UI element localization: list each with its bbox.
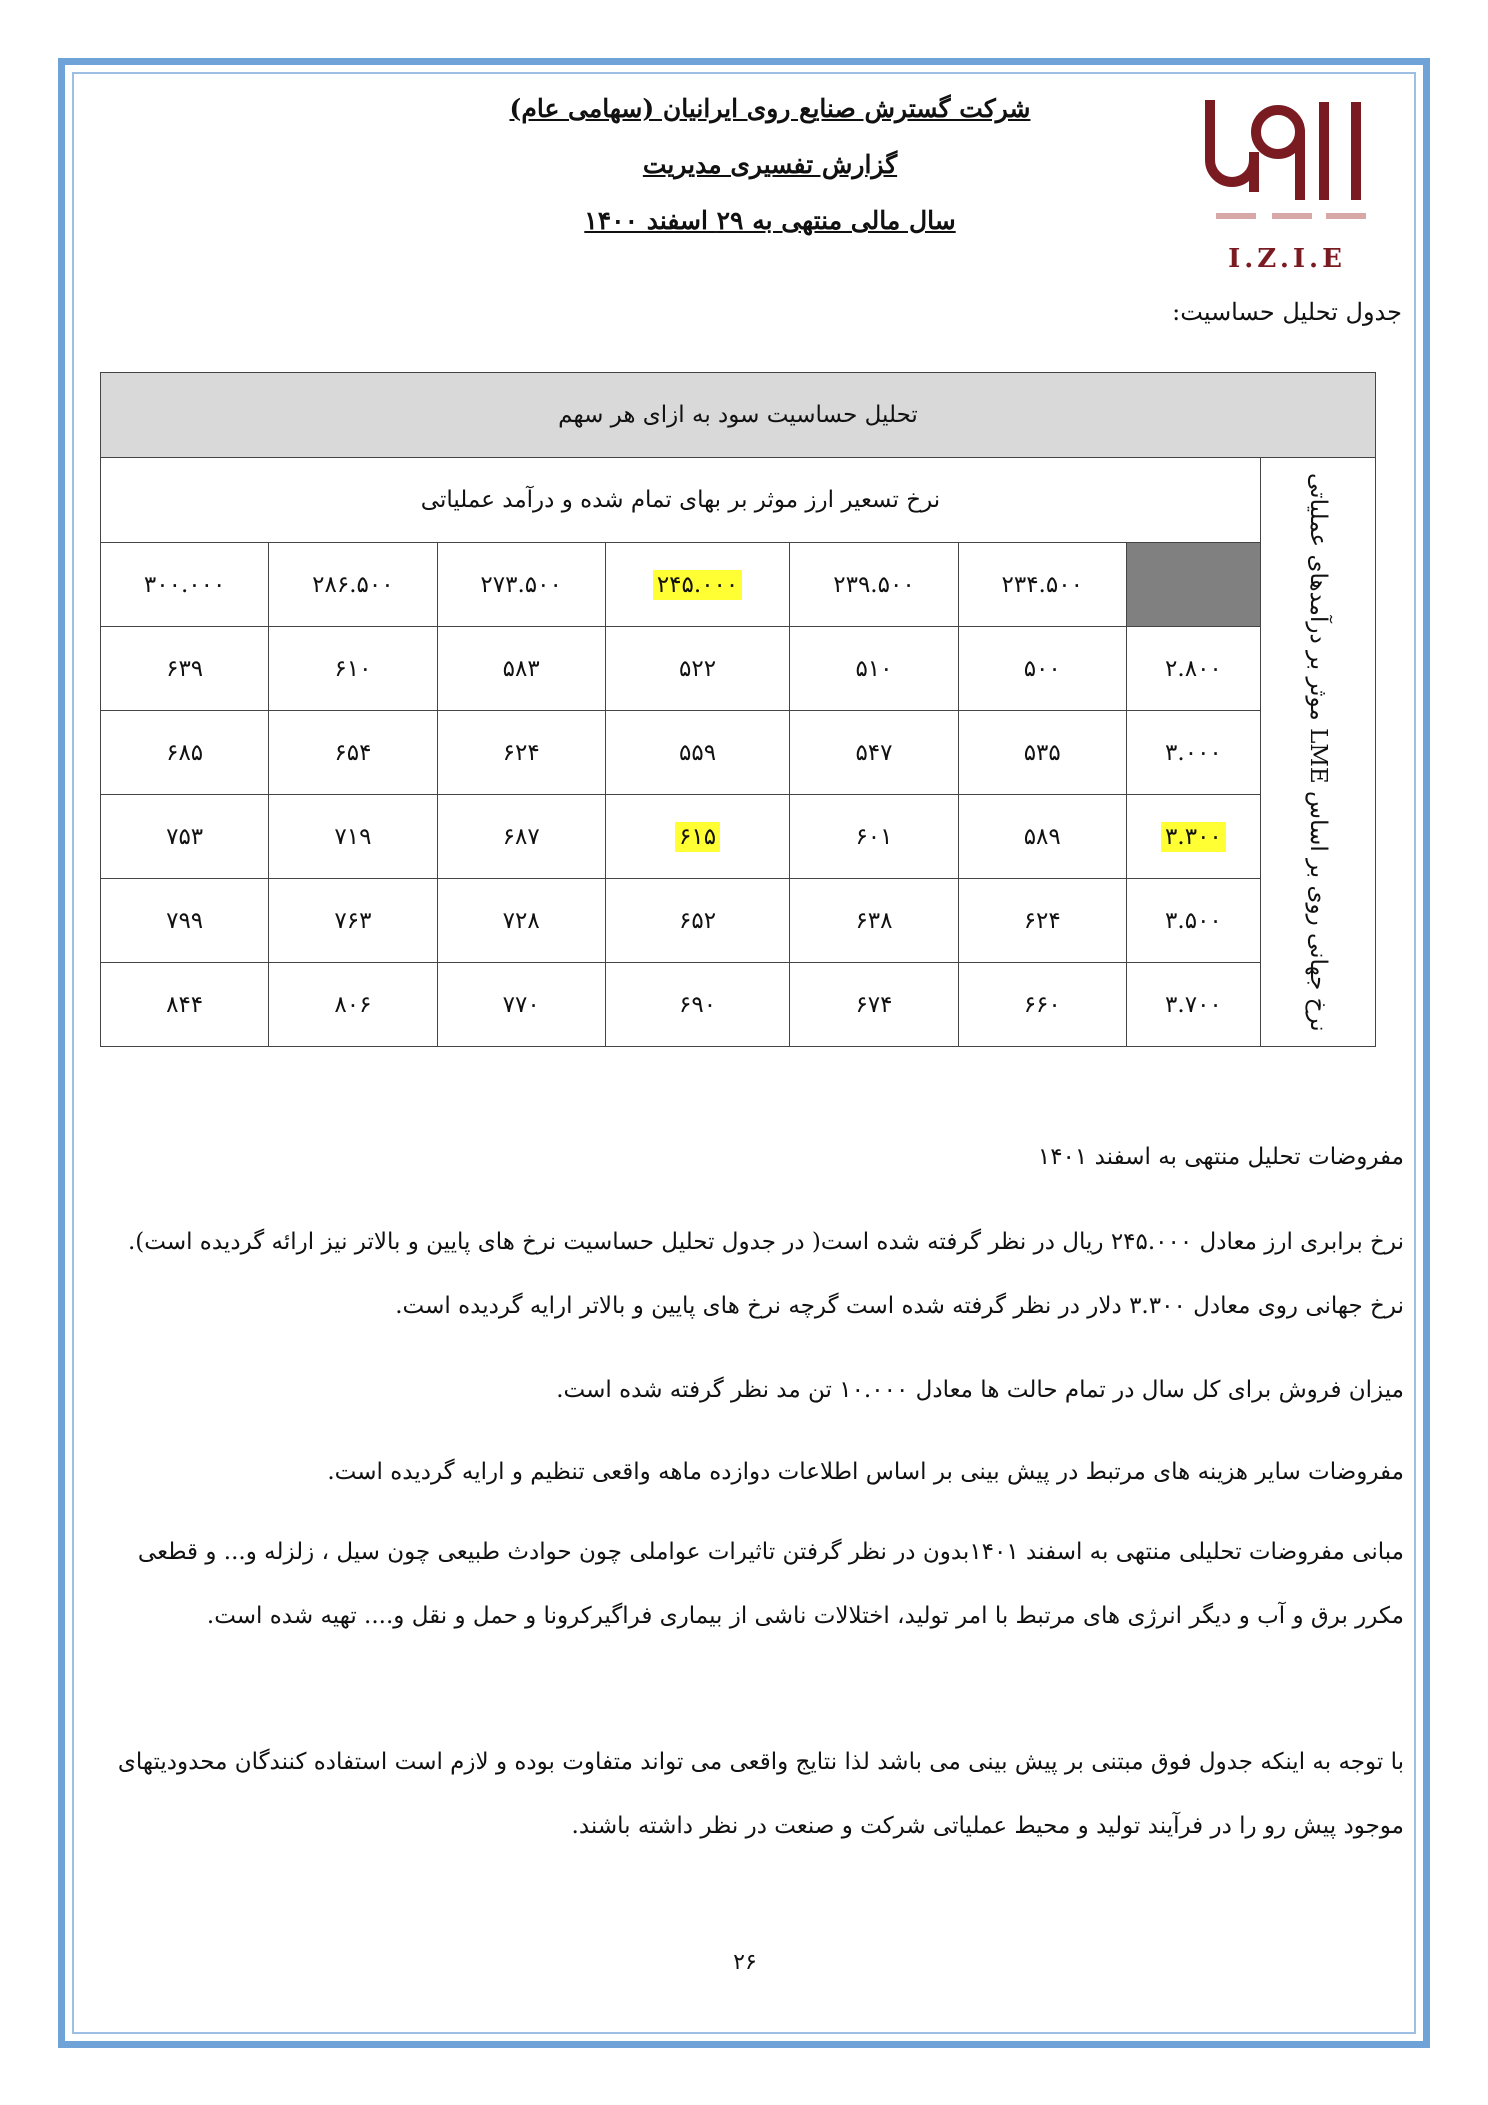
table-cell: ۶۱۰: [269, 627, 437, 711]
table-cell: ۶۸۷: [437, 795, 605, 879]
table-cell: ۶۲۴: [437, 711, 605, 795]
table-cell: ۶۰۱: [790, 795, 958, 879]
page-number: ۲۶: [733, 1950, 757, 1975]
table-cell: ۷۱۹: [269, 795, 437, 879]
table-cell: ۷۹۹: [101, 879, 269, 963]
table-title: تحلیل حساسیت سود به ازای هر سهم: [101, 373, 1376, 458]
table-row: [101, 963, 1376, 1047]
paragraph-sales-volume: میزان فروش برای کل سال در تمام حالت ها معادل ۱۰.۰۰۰ تن مد نظر گرفته شده است.: [556, 1377, 1404, 1403]
table-row: [101, 795, 1376, 879]
table-cell: ۵۳۵: [958, 711, 1126, 795]
table-cell: ۶۶۰: [958, 963, 1126, 1047]
sensitivity-table: [100, 372, 1376, 1047]
table-cell: ۷۵۳: [101, 795, 269, 879]
table-cell: ۶۸۵: [101, 711, 269, 795]
assumptions-heading: مفروضات تحلیل منتهی به اسفند ۱۴۰۱: [1037, 1144, 1404, 1170]
table-cell: ۵۸۹: [958, 795, 1126, 879]
company-name: شرکت گسترش صنایع روی ایرانیان (سهامی عام): [509, 94, 1031, 123]
table-cell: ۷۲۸: [437, 879, 605, 963]
highlighted-column-header: ۲۴۵.۰۰۰: [653, 570, 742, 600]
table-cell: ۶۳۸: [790, 879, 958, 963]
report-title: گزارش تفسیری مدیریت: [642, 150, 898, 179]
report-header: [420, 92, 1120, 238]
column-header: ۲۷۳.۵۰۰: [437, 543, 605, 627]
table-subtitle: نرخ تسعیر ارز موثر بر بهای تمام شده و درآمد عملیاتی: [101, 458, 1261, 543]
table-row: [101, 627, 1376, 711]
table-cell: ۵۸۳: [437, 627, 605, 711]
table-row: [101, 879, 1376, 963]
fiscal-period: سال مالی منتهی به ۲۹ اسفند ۱۴۰۰: [584, 206, 956, 235]
table-cell: ۵۵۹: [605, 711, 790, 795]
row-rate: ۲.۸۰۰: [1126, 627, 1260, 711]
paragraph-basis: مبانی مفروضات تحلیلی منتهی به اسفند ۱۴۰۱بدون در نظر گرفتن تاثیرات عواملی چون حوادث طبیعی چون سیل ، زلزله و... و قطعی مکرر برق و آب و دیگر انرژی های مرتبط با امر تولید، اختلالات ناشی از بیماری فراگیرکرونا و حمل و نقل و.... تهیه شده است.: [137, 1539, 1404, 1629]
row-rate: ۳.۷۰۰: [1126, 963, 1260, 1047]
table-cell: ۵۱۰: [790, 627, 958, 711]
highlighted-row-rate: ۳.۳۰۰: [1161, 822, 1226, 852]
row-rate: [1126, 795, 1260, 879]
table-cell: ۷۷۰: [437, 963, 605, 1047]
column-header-row: [101, 543, 1376, 627]
table-cell: ۶۹۰: [605, 963, 790, 1047]
table-cell: ۶۷۴: [790, 963, 958, 1047]
table-cell: [605, 795, 790, 879]
side-label: نرخ جهانی روی بر اساس LME موثر بر درآمدهای عملیاتی: [1261, 458, 1376, 1047]
paragraph-other-costs: مفروضات سایر هزینه های مرتبط در پیش بینی بر اساس اطلاعات دوازده ماهه واقعی تنظیم و ارایه گردیده است.: [327, 1459, 1404, 1485]
logo-text: I.Z.I.E: [1228, 244, 1346, 274]
table-cell: ۸۴۴: [101, 963, 269, 1047]
corner-cell: [1126, 543, 1260, 627]
column-header: ۲۳۴.۵۰۰: [958, 543, 1126, 627]
table-cell: ۵۰۰: [958, 627, 1126, 711]
table-cell: ۶۵۲: [605, 879, 790, 963]
row-rate: ۳.۵۰۰: [1126, 879, 1260, 963]
table-cell: ۸۰۶: [269, 963, 437, 1047]
table-cell: ۵۲۲: [605, 627, 790, 711]
table-cell: ۶۵۴: [269, 711, 437, 795]
table-cell: ۶۲۴: [958, 879, 1126, 963]
column-header: ۲۳۹.۵۰۰: [790, 543, 958, 627]
column-header: [605, 543, 790, 627]
row-rate: ۳.۰۰۰: [1126, 711, 1260, 795]
paragraph-exchange-rate: نرخ برابری ارز معادل ۲۴۵.۰۰۰ ریال در نظر گرفته شده است( در جدول تحلیل حساسیت نرخ های پایین و بالاتر نیز ارائه گردیده است). نرخ جهانی روی معادل ۳.۳۰۰ دلار در نظر گرفته شده است گرچه نرخ های پایین و بالاتر ارایه گردیده است.: [127, 1229, 1404, 1319]
table-caption: جدول تحلیل حساسیت:: [1172, 298, 1402, 326]
table-cell: ۶۳۹: [101, 627, 269, 711]
table-cell: ۵۴۷: [790, 711, 958, 795]
column-header: ۲۸۶.۵۰۰: [269, 543, 437, 627]
highlighted-cell: ۶۱۵: [675, 822, 720, 852]
table-row: [101, 711, 1376, 795]
table-cell: ۷۶۳: [269, 879, 437, 963]
paragraph-disclaimer: با توجه به اینکه جدول فوق مبتنی بر پیش بینی می باشد لذا نتایج واقعی می تواند متفاوت بوده و لازم است استفاده کنندگان محدودیتهای موجود پیش رو را در فرآیند تولید و محیط عملیاتی شرکت و صنعت در نظر داشته باشند.: [117, 1749, 1404, 1839]
column-header: ۳۰۰.۰۰۰: [101, 543, 269, 627]
